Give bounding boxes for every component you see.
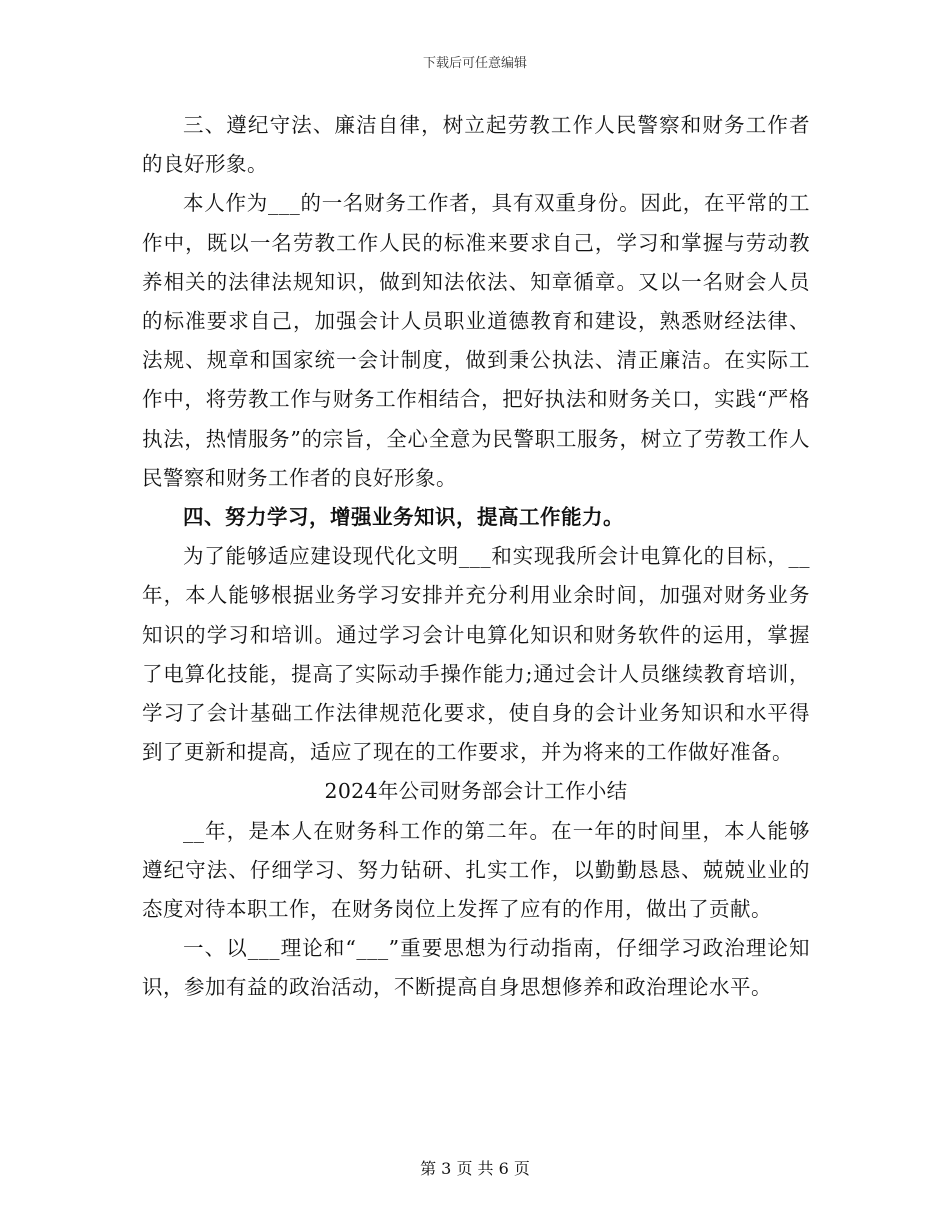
paragraph-section-three: 三、遵纪守法、廉洁自律，树立起劳教工作人民警察和财务工作者的良好形象。 bbox=[142, 113, 810, 177]
paragraph-section-one: 一、以___理论和“___”重要思想为行动指南，仔细学习政治理论知识，参加有益的政治活动，不断提高自身思想修养和政治理论水平。 bbox=[142, 936, 810, 1000]
document-title: 2024年公司财务部会计工作小结 bbox=[324, 779, 628, 804]
paragraph-intro: __年，是本人在财务科工作的第二年。在一年的时间里，本人能够遵纪守法、仔细学习、努力钻研、扎实工作，以勤勤恳恳、兢兢业业的态度对待本职工作，在财务岗位上发挥了应有的作用，做出了贡献。 bbox=[142, 818, 810, 922]
paragraph-dual-identity: 本人作为___的一名财务工作者，具有双重身份。因此，在平常的工作中，既以一名劳教工作人民的标准来要求自己，学习和掌握与劳动教养相关的法律法规知识，做到知法依法、知章循章。又以一名财会人员的标准要求自己，加强会计人员职业道德教育和建设，熟悉财经法律、法规、规章和国家统一会计制度，做到秉公执法、清正廉洁。在实际工作中，将劳教工作与财务工作相结合，把好执法和财务关口，实践“严格执法，热情服务”的宗旨，全心全意为民警职工服务，树立了劳教工作人民警察和财务工作者的良好形象。 bbox=[142, 191, 810, 490]
page-header-note: 下载后可任意编辑 bbox=[422, 56, 527, 71]
heading-section-four: 四、努力学习，增强业务知识，提高工作能力。 bbox=[183, 505, 624, 530]
page-number: 第 3 页 共 6 页 bbox=[420, 1159, 530, 1178]
paragraph-study: 为了能够适应建设现代化文明___和实现我所会计电算化的目标，__年，本人能够根据业务学习安排并充分利用业余时间，加强对财务业务知识的学习和培训。通过学习会计电算化知识和财务软件的运用，掌握了电算化技能，提高了实际动手操作能力;通过会计人员继续教育培训，学习了会计基础工作法律规范化要求，使自身的会计业务知识和水平得到了更新和提高，适应了现在的工作要求，并为将来的工作做好准备。 bbox=[142, 544, 810, 765]
document-body bbox=[142, 106, 810, 1008]
